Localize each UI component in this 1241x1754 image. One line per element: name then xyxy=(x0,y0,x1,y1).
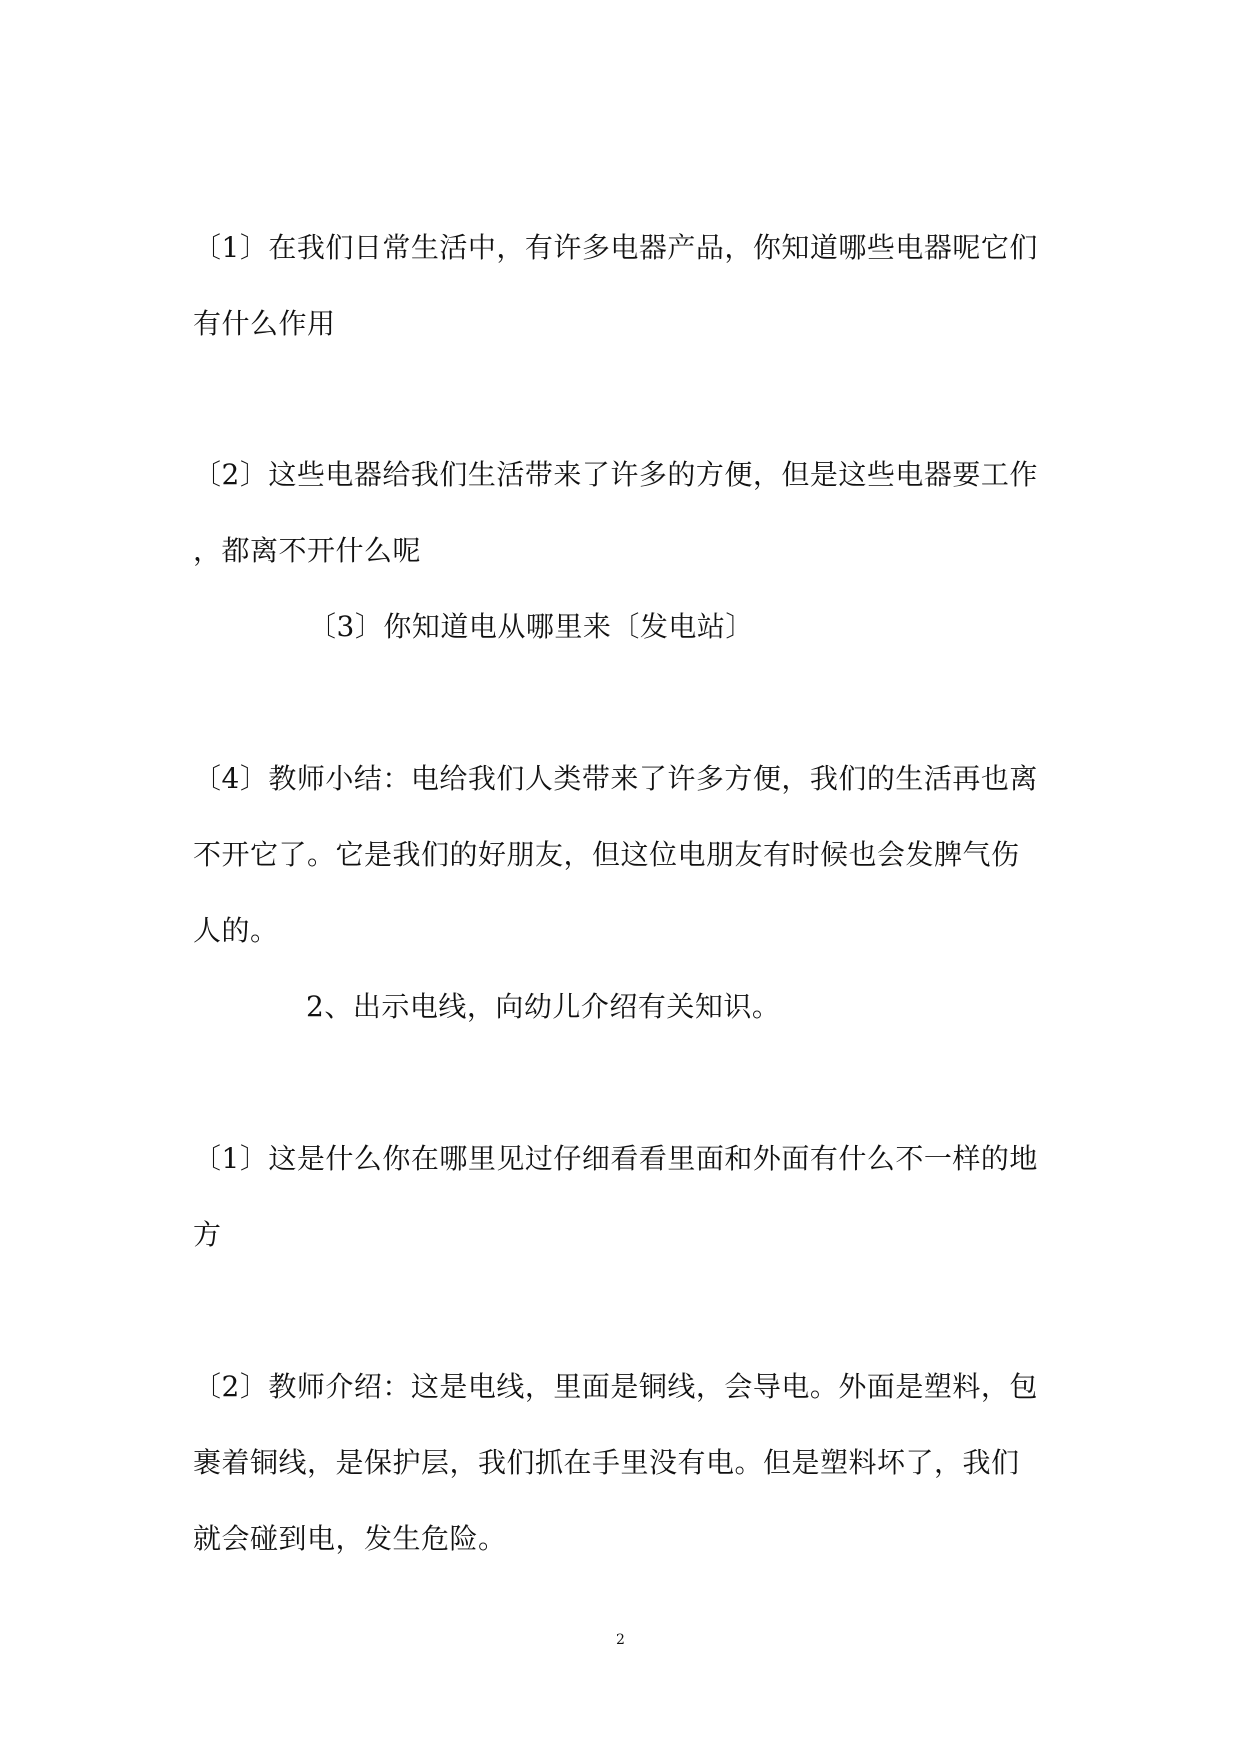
text-line: 裹着铜线，是保护层，我们抓在手里没有电。但是塑料坏了，我们 xyxy=(193,1446,1020,1479)
text-line: 方 xyxy=(193,1218,222,1251)
text-line: ，都离不开什么呢 xyxy=(193,534,422,567)
page-number: 2 xyxy=(616,1632,625,1648)
text-line: 〔2〕教师介绍：这是电线，里面是铜线，会导电。外面是塑料，包 xyxy=(193,1370,1038,1403)
text-line: 人的。 xyxy=(193,914,279,947)
section-heading: 2、出示电线，向幼儿介绍有关知识。 xyxy=(306,990,781,1023)
text-line: 不开它了。它是我们的好朋友，但这位电朋友有时候也会发脾气伤 xyxy=(193,838,1020,871)
text-line: 就会碰到电，发生危险。 xyxy=(193,1522,507,1555)
text-line: 〔2〕这些电器给我们生活带来了许多的方便，但是这些电器要工作 xyxy=(193,458,1038,491)
text-line: 〔4〕教师小结：电给我们人类带来了许多方便，我们的生活再也离 xyxy=(193,762,1038,795)
text-line: 有什么作用 xyxy=(193,307,336,340)
text-line: 〔3〕你知道电从哪里来〔发电站〕 xyxy=(308,610,754,643)
text-line: 〔1〕在我们日常生活中，有许多电器产品，你知道哪些电器呢它们 xyxy=(193,231,1038,264)
text-line: 〔1〕这是什么你在哪里见过仔细看看里面和外面有什么不一样的地 xyxy=(193,1142,1038,1175)
